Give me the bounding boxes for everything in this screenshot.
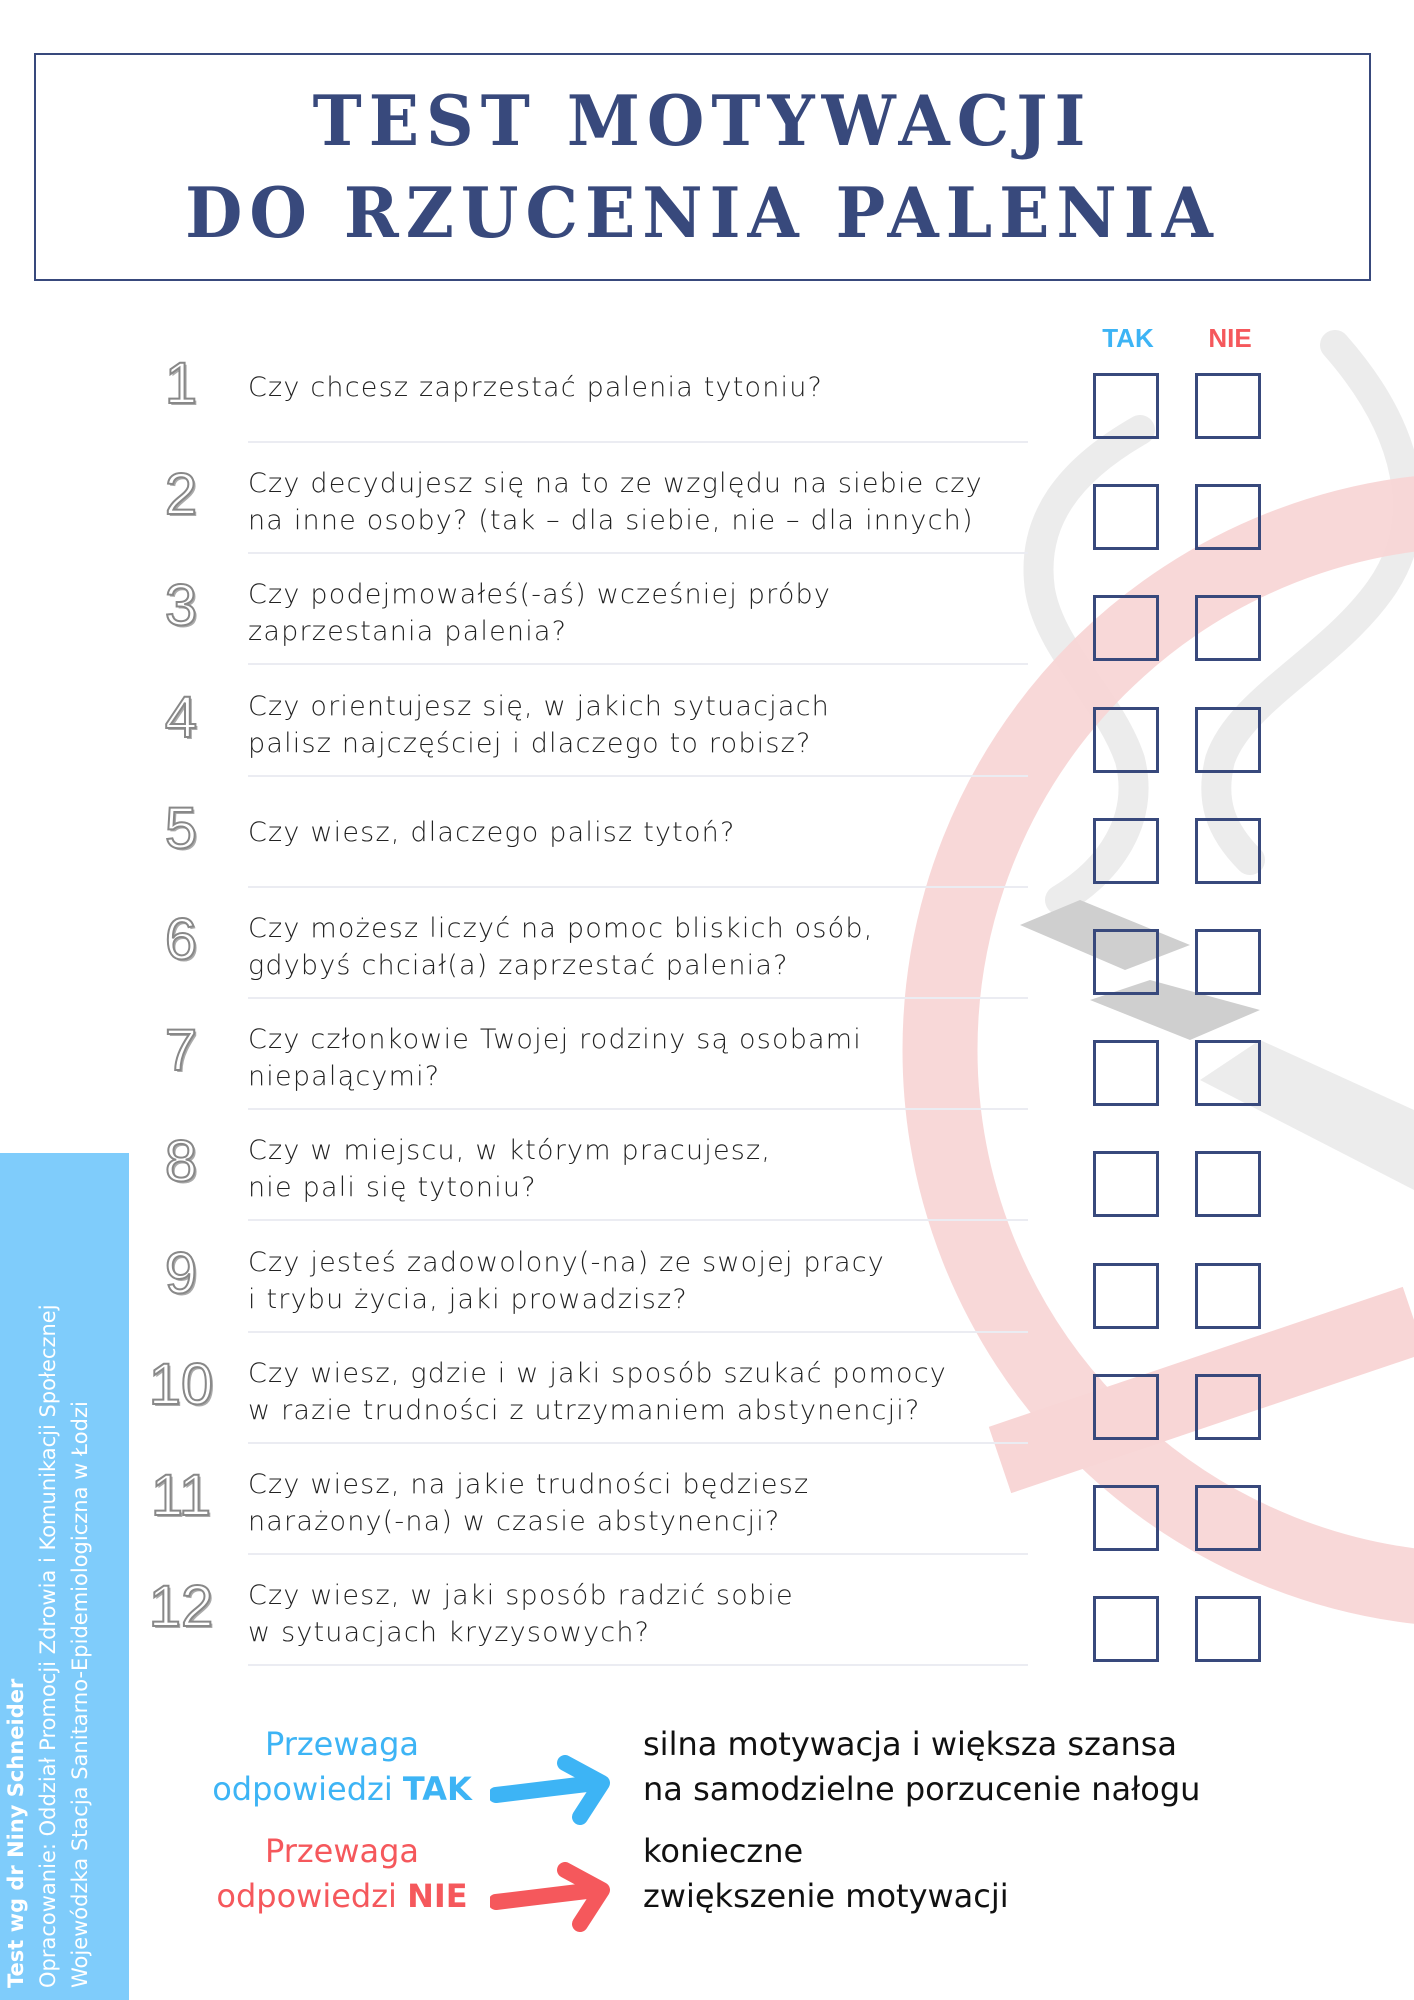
legend-yes-line1: Przewaga — [264, 1725, 420, 1763]
question-number: 8 — [164, 1129, 198, 1195]
question-row — [0, 888, 1414, 999]
checkbox-no[interactable] — [1195, 1263, 1261, 1329]
credits-author: Test wg dr Niny Schneider — [4, 1678, 28, 1988]
question-text: Czy jesteś zadowolony(-na) ze swojej pracy i trybu życia, jaki prowadzisz? — [248, 1246, 885, 1315]
question-number: 5 — [164, 795, 198, 861]
question-text: Czy orientujesz się, w jakich sytuacjach palisz najczęściej i dlaczego to robisz? — [248, 690, 830, 759]
legend-no-label — [182, 1829, 502, 1919]
question-row — [0, 1110, 1414, 1221]
title-banner — [34, 53, 1371, 281]
legend-no-line2: odpowiedzi NIE — [216, 1877, 468, 1915]
checkbox-yes[interactable] — [1093, 818, 1159, 884]
question-text: Czy wiesz, w jaki sposób radzić sobie w sytuacjach kryzysowych? — [248, 1580, 794, 1649]
checkbox-no[interactable] — [1195, 373, 1261, 439]
question-row — [0, 1333, 1414, 1444]
checkbox-no[interactable] — [1195, 1374, 1261, 1440]
checkbox-yes[interactable] — [1093, 929, 1159, 995]
checkbox-yes[interactable] — [1093, 1485, 1159, 1551]
checkbox-no[interactable] — [1195, 929, 1261, 995]
question-text: Czy wiesz, na jakie trudności będziesz narażony(-na) w czasie abstynencji? — [248, 1469, 810, 1537]
checkbox-no[interactable] — [1195, 1596, 1261, 1662]
question-number: 4 — [164, 684, 198, 750]
legend-no-line1: Przewaga — [264, 1832, 420, 1870]
legend-yes-line2: odpowiedzi TAK — [212, 1770, 472, 1808]
checkbox-yes[interactable] — [1093, 1374, 1159, 1440]
checkbox-yes[interactable] — [1093, 484, 1159, 550]
legend-yes-label — [182, 1722, 502, 1812]
question-row — [0, 1222, 1414, 1333]
question-text: Czy w miejscu, w którym pracujesz, nie pali się tytoniu? — [248, 1135, 772, 1204]
legend-no-result: konieczne zwiększenie motywacji — [643, 1832, 1009, 1915]
question-number: 3 — [164, 573, 198, 639]
checkbox-no[interactable] — [1195, 1040, 1261, 1106]
row-divider — [248, 1664, 1028, 1666]
question-number: 2 — [164, 462, 198, 528]
question-number: 7 — [164, 1018, 198, 1084]
title-line-2: DO RZUCENIA PALENIA — [185, 172, 1220, 254]
question-number: 10 — [148, 1351, 214, 1417]
question-row — [0, 666, 1414, 777]
credits-institution: Wojewódzka Stacja Sanitarno-Epidemiologiczna w Łodzi — [68, 1401, 92, 1988]
question-number: 1 — [164, 351, 198, 416]
checkbox-yes[interactable] — [1093, 1040, 1159, 1106]
checkbox-no[interactable] — [1195, 595, 1261, 661]
checkbox-no[interactable] — [1195, 1151, 1261, 1217]
question-text: Czy decydujesz się na to ze względu na siebie czy na inne osoby? (tak – dla siebie, nie – dla innych) — [248, 468, 983, 537]
question-row — [0, 1555, 1414, 1666]
question-row — [0, 1444, 1414, 1555]
checkbox-yes[interactable] — [1093, 1263, 1159, 1329]
question-number: 12 — [148, 1574, 214, 1640]
checkbox-no[interactable] — [1195, 707, 1261, 773]
arrow-right-red-icon — [490, 1862, 615, 1932]
checkbox-yes[interactable] — [1093, 1151, 1159, 1217]
arrow-right-blue-icon — [490, 1755, 615, 1825]
question-text: Czy wiesz, gdzie i w jaki sposób szukać pomocy w razie trudności z utrzymaniem abstynencji? — [248, 1357, 947, 1426]
checkbox-yes[interactable] — [1093, 707, 1159, 773]
question-row — [0, 443, 1414, 554]
question-row — [0, 999, 1414, 1110]
question-text: Czy możesz liczyć na pomoc bliskich osób, gdybyś chciał(a) zaprzestać palenia? — [248, 913, 874, 981]
legend-yes-result: silna motywacja i większa szansa na samodzielne porzucenie nałogu — [643, 1725, 1201, 1808]
question-number: 9 — [164, 1240, 198, 1306]
checkbox-yes[interactable] — [1093, 373, 1159, 439]
question-number: 11 — [150, 1463, 212, 1528]
title-line-1: TEST MOTYWACJI — [312, 80, 1093, 162]
column-header-yes: TAK — [1102, 323, 1154, 353]
question-row — [0, 777, 1414, 888]
column-header-no: NIE — [1208, 323, 1252, 353]
checkbox-no[interactable] — [1195, 484, 1261, 550]
question-row — [0, 554, 1414, 665]
question-text: Czy członkowie Twojej rodziny są osobami niepalącymi? — [248, 1024, 862, 1093]
question-text: Czy chcesz zaprzestać palenia tytoniu? — [248, 372, 824, 403]
question-text: Czy podejmowałeś(-aś) wcześniej próby zaprzestania palenia? — [248, 579, 832, 648]
question-number: 6 — [164, 907, 198, 972]
checkbox-no[interactable] — [1195, 1485, 1261, 1551]
credits-sidebar — [0, 1153, 129, 2000]
checkbox-no[interactable] — [1195, 818, 1261, 884]
question-row — [0, 332, 1414, 443]
checkbox-yes[interactable] — [1093, 1596, 1159, 1662]
credits-prepared-by: Opracowanie: Oddział Promocji Zdrowia i Komunikacji Społecznej — [36, 1304, 60, 1988]
checkbox-yes[interactable] — [1093, 595, 1159, 661]
question-text: Czy wiesz, dlaczego palisz tytoń? — [248, 816, 736, 848]
